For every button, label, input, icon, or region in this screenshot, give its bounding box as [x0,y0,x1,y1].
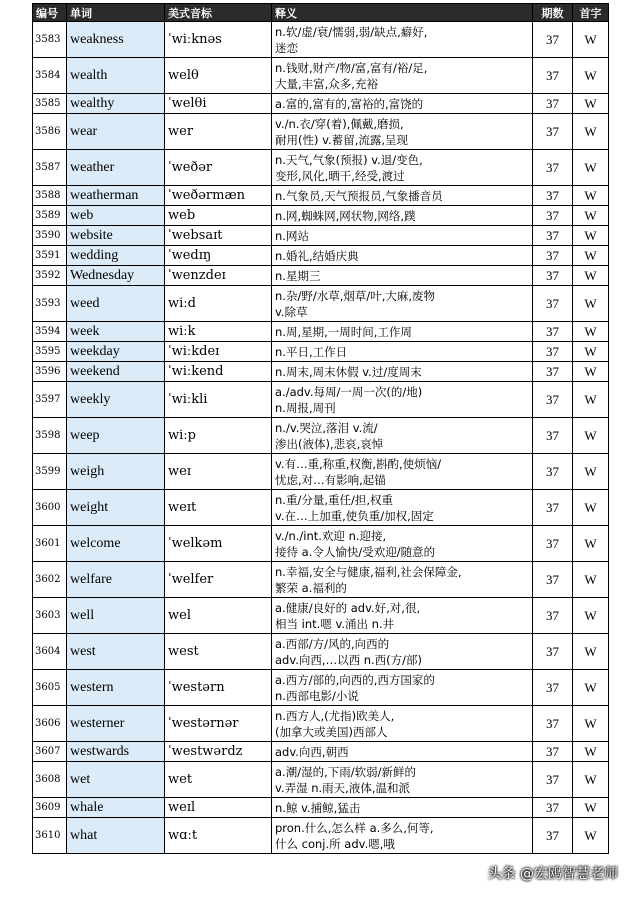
table-row [33,526,609,562]
row-initial: W [573,226,609,246]
definition-line: 繁荣 a.福利的 [275,580,347,595]
row-issue: 37 [533,206,573,226]
definition-line: n.鲸 v.捕鲸,猛击 [275,800,361,815]
definition-line: n.周末,周末休假 v.过/度周末 [275,364,422,379]
table-row [33,798,609,818]
row-word: wet [67,762,165,798]
row-definition [272,286,533,322]
row-phonetic: ˈwiːkli [165,382,272,418]
row-issue: 37 [533,742,573,762]
definition-line: n.网站 [275,228,309,243]
table-row [33,742,609,762]
row-definition [272,58,533,94]
row-issue: 37 [533,490,573,526]
row-word: welcome [67,526,165,562]
row-issue: 37 [533,22,573,58]
definition-line: 耐用(性) v.蓄留,流露,呈现 [275,132,409,147]
row-definition [272,670,533,706]
row-initial: W [573,670,609,706]
row-num: 3607 [33,742,67,762]
definition-line: 什么 conj.所 adv.嗯,哦 [275,836,395,851]
table-row [33,562,609,598]
definition-line: 迷恋 [275,40,298,55]
row-num: 3608 [33,762,67,798]
row-phonetic: wiːp [165,418,272,454]
definition-line: v.在…上加重,使负重/加权,固定 [275,508,434,523]
table-row [33,598,609,634]
row-initial: W [573,798,609,818]
row-phonetic: wiːk [165,322,272,342]
definition-line: n.星期三 [275,268,321,283]
row-word: Wednesday [67,266,165,286]
row-initial: W [573,742,609,762]
table-row [33,286,609,322]
row-num: 3584 [33,58,67,94]
table-row [33,342,609,362]
table-row [33,322,609,342]
row-initial: W [573,286,609,322]
row-phonetic: wiːd [165,286,272,322]
header-row [33,4,609,22]
row-initial: W [573,490,609,526]
row-initial: W [573,526,609,562]
row-initial: W [573,150,609,186]
row-num: 3597 [33,382,67,418]
row-num: 3599 [33,454,67,490]
row-phonetic: wel [165,598,272,634]
row-definition [272,490,533,526]
row-initial: W [573,562,609,598]
definition-line: a.潮/湿的,下雨/软弱/新鲜的 [275,764,416,779]
definition-line: 渗出(液体),悲哀,哀悼 [275,436,384,451]
row-num: 3589 [33,206,67,226]
definition-line: a./adv.每周/一周一次(的/地) [275,384,423,399]
row-word: wear [67,114,165,150]
row-word: weed [67,286,165,322]
row-definition [272,742,533,762]
row-word: weekday [67,342,165,362]
row-initial: W [573,818,609,854]
row-initial: W [573,22,609,58]
row-num: 3594 [33,322,67,342]
row-phonetic: ˈwestərn [165,670,272,706]
table-row [33,670,609,706]
row-word: weekend [67,362,165,382]
row-initial: W [573,382,609,418]
definition-line: 忧虑,对…有影响,起锚 [275,472,386,487]
row-num: 3602 [33,562,67,598]
row-word: westwards [67,742,165,762]
row-num: 3592 [33,266,67,286]
row-issue: 37 [533,114,573,150]
definition-line: a.富的,富有的,富裕的,富饶的 [275,96,424,111]
row-definition [272,226,533,246]
definition-line: n.婚礼,结婚庆典 [275,248,359,263]
row-num: 3585 [33,94,67,114]
definition-line: n.平日,工作日 [275,344,348,359]
row-definition [272,562,533,598]
row-initial: W [573,598,609,634]
row-num: 3596 [33,362,67,382]
row-num: 3601 [33,526,67,562]
row-word: weep [67,418,165,454]
row-definition [272,206,533,226]
row-num: 3588 [33,186,67,206]
row-issue: 37 [533,286,573,322]
row-word: west [67,634,165,670]
row-issue: 37 [533,266,573,286]
watermark: 头条 @宏鸥智慧老师 [487,866,618,882]
table-row [33,634,609,670]
row-issue: 37 [533,186,573,206]
definition-line: n.网,蜘蛛网,网状物,网络,蹼 [275,208,416,223]
row-num: 3587 [33,150,67,186]
row-word: weekly [67,382,165,418]
row-definition [272,454,533,490]
row-phonetic: ˈweðərmæn [165,186,272,206]
row-initial: W [573,246,609,266]
header-issue: 期数 [533,4,573,22]
row-initial: W [573,94,609,114]
table-row [33,490,609,526]
table-row [33,362,609,382]
table-row [33,818,609,854]
row-num: 3598 [33,418,67,454]
header-phonetic: 美式音标 [165,4,272,22]
table-row [33,266,609,286]
row-definition [272,706,533,742]
definition-line: n.杂/野/水草,烟草/叶,大麻,废物 [275,288,436,303]
row-issue: 37 [533,598,573,634]
table-row [33,150,609,186]
row-definition [272,322,533,342]
row-word: western [67,670,165,706]
row-definition [272,246,533,266]
row-phonetic: wɑːt [165,818,272,854]
row-issue: 37 [533,762,573,798]
row-issue: 37 [533,418,573,454]
row-definition [272,382,533,418]
table-row [33,58,609,94]
row-initial: W [573,114,609,150]
row-definition [272,186,533,206]
row-issue: 37 [533,454,573,490]
row-issue: 37 [533,94,573,114]
row-issue: 37 [533,670,573,706]
row-phonetic: west [165,634,272,670]
row-phonetic: ˈwelfer [165,562,272,598]
row-num: 3605 [33,670,67,706]
row-definition [272,150,533,186]
row-definition [272,798,533,818]
definition-line: n.重/分量,重任/担,权重 [275,492,394,507]
definition-line: (加拿大或美国)西部人 [275,724,388,739]
row-word: website [67,226,165,246]
row-issue: 37 [533,226,573,246]
row-issue: 37 [533,818,573,854]
table-row [33,226,609,246]
table-row [33,186,609,206]
row-phonetic: ˈweðər [165,150,272,186]
row-issue: 37 [533,58,573,94]
row-num: 3603 [33,598,67,634]
row-phonetic: ˈwiːknəs [165,22,272,58]
definition-line: n.西方人,(尤指)欧美人, [275,708,395,723]
row-word: wealth [67,58,165,94]
row-num: 3609 [33,798,67,818]
row-word: welfare [67,562,165,598]
definition-line: n.钱财,财产/物/富,富有/裕/足, [275,60,428,75]
row-definition [272,342,533,362]
row-phonetic: weɪl [165,798,272,818]
row-word: web [67,206,165,226]
row-num: 3586 [33,114,67,150]
table-row [33,206,609,226]
definition-line: pron.什么,怎么样 a.多么,何等, [275,820,434,835]
row-word: what [67,818,165,854]
row-initial: W [573,634,609,670]
table-header [33,4,609,22]
row-definition [272,266,533,286]
row-num: 3606 [33,706,67,742]
table-row [33,706,609,742]
row-phonetic: ˈwestwərdz [165,742,272,762]
row-issue: 37 [533,634,573,670]
row-definition [272,526,533,562]
row-definition [272,362,533,382]
row-word: weatherman [67,186,165,206]
row-definition [272,818,533,854]
table-row [33,382,609,418]
row-word: westerner [67,706,165,742]
definition-line: n.气象员,天气预报员,气象播音员 [275,188,443,203]
row-word: wealthy [67,94,165,114]
table-row [33,22,609,58]
row-num: 3600 [33,490,67,526]
row-phonetic: ˈwedɪŋ [165,246,272,266]
row-phonetic: weɪ [165,454,272,490]
row-phonetic: weɪt [165,490,272,526]
definition-line: n.周,星期,一周时间,工作周 [275,324,412,339]
header-definition: 释义 [272,4,533,22]
table-row [33,246,609,266]
row-phonetic: ˈwiːkdeɪ [165,342,272,362]
definition-line: 相当 int.嗯 v.涌出 n.井 [275,616,395,631]
header-initial: 首字 [573,4,609,22]
definition-line: 变形,风化,晒干,经受,渡过 [275,168,405,183]
row-word: weigh [67,454,165,490]
row-phonetic: welθ [165,58,272,94]
row-num: 3610 [33,818,67,854]
row-definition [272,762,533,798]
row-phonetic: ˈwiːkend [165,362,272,382]
definition-line: n.软/虚/衰/懦弱,弱/缺点,癖好, [275,24,428,39]
row-issue: 37 [533,526,573,562]
row-num: 3590 [33,226,67,246]
row-initial: W [573,342,609,362]
row-word: weakness [67,22,165,58]
row-initial: W [573,418,609,454]
row-initial: W [573,266,609,286]
definition-line: a.健康/良好的 adv.好,对,很, [275,600,421,615]
row-issue: 37 [533,706,573,742]
row-word: week [67,322,165,342]
row-initial: W [573,454,609,490]
row-definition [272,94,533,114]
row-initial: W [573,58,609,94]
definition-line: 大量,丰富,众多,充裕 [275,76,378,91]
row-initial: W [573,706,609,742]
row-initial: W [573,186,609,206]
definition-line: n.天气,气象(预报) v.退/变色, [275,152,423,167]
row-word: whale [67,798,165,818]
row-issue: 37 [533,322,573,342]
row-num: 3595 [33,342,67,362]
definition-line: adv.向西,…以西 n.西(方/部) [275,652,423,667]
table-body [33,22,609,854]
row-initial: W [573,322,609,342]
definition-line: n.幸福,安全与健康,福利,社会保障金, [275,564,462,579]
row-word: wedding [67,246,165,266]
row-definition [272,418,533,454]
row-phonetic: ˈwebsaɪt [165,226,272,246]
row-phonetic: wer [165,114,272,150]
row-word: weight [67,490,165,526]
row-phonetic: web [165,206,272,226]
row-word: well [67,598,165,634]
definition-line: adv.向西,朝西 [275,744,349,759]
row-initial: W [573,362,609,382]
definition-line: n.周报,周刊 [275,400,336,415]
definition-line: n.西部电影/小说 [275,688,359,703]
definition-line: n./v.哭泣,落泪 v.流/ [275,420,378,435]
table-row [33,94,609,114]
row-issue: 37 [533,362,573,382]
row-num: 3593 [33,286,67,322]
definition-line: v./n./int.欢迎 n.迎接, [275,528,387,543]
row-definition [272,598,533,634]
row-initial: W [573,206,609,226]
definition-line: 接待 a.令人愉快/受欢迎/随意的 [275,544,436,559]
table-row [33,762,609,798]
row-issue: 37 [533,150,573,186]
row-definition [272,22,533,58]
row-phonetic: wet [165,762,272,798]
row-num: 3591 [33,246,67,266]
row-num: 3604 [33,634,67,670]
header-num: 编号 [33,4,67,22]
row-issue: 37 [533,382,573,418]
table-row [33,114,609,150]
definition-line: v.除草 [275,304,308,319]
definition-line: v./n.衣/穿(着),佩戴,磨损, [275,116,404,131]
row-word: weather [67,150,165,186]
row-issue: 37 [533,562,573,598]
row-phonetic: ˈwestərnər [165,706,272,742]
row-definition [272,114,533,150]
definition-line: a.西部/方/风的,向西的 [275,636,390,651]
definition-line: v.有…重,称重,权衡,斟酌,使烦恼/ [275,456,442,471]
row-phonetic: ˈwelkəm [165,526,272,562]
definition-line: a.西方/部的,向西的,西方国家的 [275,672,435,687]
row-num: 3583 [33,22,67,58]
vocabulary-table [32,3,609,854]
row-issue: 37 [533,798,573,818]
row-issue: 37 [533,246,573,266]
row-initial: W [573,762,609,798]
definition-line: v.弄湿 n.雨天,液体,温和派 [275,780,410,795]
row-phonetic: ˈwenzdeɪ [165,266,272,286]
table-row [33,418,609,454]
row-phonetic: ˈwelθi [165,94,272,114]
row-definition [272,634,533,670]
header-word: 单词 [67,4,165,22]
row-issue: 37 [533,342,573,362]
table-row [33,454,609,490]
